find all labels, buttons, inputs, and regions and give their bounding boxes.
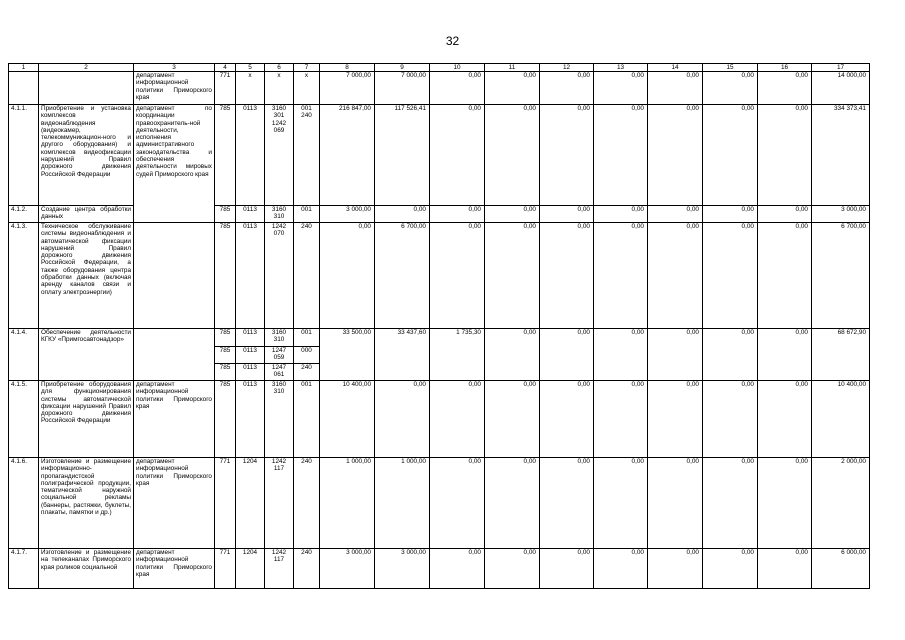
value-cell: 1 000,00 bbox=[320, 458, 375, 549]
value-cell: 0,00 bbox=[430, 72, 485, 105]
value-cell: 0,00 bbox=[430, 206, 485, 223]
header-cell: 10 bbox=[430, 64, 485, 72]
value-cell: 3 000,00 bbox=[320, 549, 375, 589]
item-number-cell: 4.1.4. bbox=[9, 329, 39, 381]
total-cell: 6 700,00 bbox=[812, 223, 870, 329]
header-cell: 14 bbox=[648, 64, 703, 72]
vr-cell: 240 bbox=[294, 549, 320, 589]
header-cell: 1 bbox=[9, 64, 39, 72]
csr-cell: 3160 310 bbox=[265, 381, 294, 458]
grbs-cell: 785 bbox=[215, 105, 236, 206]
total-cell: 3 000,00 bbox=[812, 206, 870, 223]
value-cell: 0,00 bbox=[648, 381, 703, 458]
csr-cell: 3160 310 bbox=[265, 206, 294, 223]
responsible-cell: департамент информационной политики Приморского края bbox=[134, 72, 215, 105]
value-cell: 0,00 bbox=[485, 549, 540, 589]
value-cell: 1 000,00 bbox=[375, 458, 430, 549]
value-cell: 1 735,30 bbox=[430, 329, 485, 381]
csr-cell: 3160 301 1242 069 bbox=[265, 105, 294, 206]
value-cell: 0,00 bbox=[594, 458, 648, 549]
value-cell: 0,00 bbox=[430, 549, 485, 589]
header-cell: 3 bbox=[134, 64, 215, 72]
responsible-cell: департамент информационной политики Приморского края bbox=[134, 549, 215, 589]
value-cell: 0,00 bbox=[758, 105, 812, 206]
value-cell: 0,00 bbox=[703, 206, 758, 223]
total-cell: 68 672,90 bbox=[812, 329, 870, 381]
item-name-cell: Обеспечение деятельности КГКУ «Примгосавтонадзор» bbox=[39, 329, 134, 381]
value-cell: 0,00 bbox=[594, 381, 648, 458]
csr-cell: 1242 070 bbox=[265, 223, 294, 329]
value-cell: 0,00 bbox=[703, 329, 758, 381]
value-cell: 7 000,00 bbox=[320, 72, 375, 105]
value-cell: 0,00 bbox=[375, 381, 430, 458]
value-cell: 0,00 bbox=[594, 549, 648, 589]
item-number-cell: 4.1.6. bbox=[9, 458, 39, 549]
grbs-cell: 771 bbox=[215, 458, 236, 549]
value-cell: 0,00 bbox=[485, 223, 540, 329]
vr-cell: 240 bbox=[294, 223, 320, 329]
header-cell: 2 bbox=[39, 64, 134, 72]
value-cell: 0,00 bbox=[648, 72, 703, 105]
rz-cell: 0113 bbox=[236, 329, 265, 347]
value-cell: 33 500,00 bbox=[320, 329, 375, 381]
rz-cell: 0113 bbox=[236, 105, 265, 206]
value-cell: 0,00 bbox=[540, 223, 594, 329]
value-cell: 0,00 bbox=[540, 381, 594, 458]
item-name-cell: Создание центра обработки данных bbox=[39, 206, 134, 223]
header-cell: 16 bbox=[758, 64, 812, 72]
value-cell: 0,00 bbox=[485, 206, 540, 223]
value-cell: 0,00 bbox=[758, 549, 812, 589]
total-cell: 6 000,00 bbox=[812, 549, 870, 589]
header-cell: 12 bbox=[540, 64, 594, 72]
value-cell: 0,00 bbox=[703, 72, 758, 105]
csr-cell: 1247 061 bbox=[265, 364, 294, 381]
value-cell: 0,00 bbox=[703, 105, 758, 206]
value-cell: 3 000,00 bbox=[320, 206, 375, 223]
item-name-cell: Техническое обслуживание системы видеонаблюдения и автоматической фиксации нарушений Правил дорожного движения Российской Федерации, а также оборудования центра обработки данных (включая аренду каналов связи и оплату электроэнергии) bbox=[39, 223, 134, 329]
header-cell: 9 bbox=[375, 64, 430, 72]
vr-cell: 240 bbox=[294, 458, 320, 549]
value-cell: 33 437,60 bbox=[375, 329, 430, 381]
value-cell: 0,00 bbox=[648, 549, 703, 589]
item-name-cell: Приобретение и установка комплексов видеонаблюдения (видеокамер, телекоммуникацион-ного и другого оборудования) и комплексов видеофиксации нарушений Правил дорожного движения Российской Федерации bbox=[39, 105, 134, 206]
value-cell: 0,00 bbox=[540, 329, 594, 381]
vr-cell: 001 240 bbox=[294, 105, 320, 206]
rz-cell: 1204 bbox=[236, 549, 265, 589]
table-row bbox=[9, 549, 870, 589]
value-cell: 7 000,00 bbox=[375, 72, 430, 105]
vr-cell: 001 bbox=[294, 381, 320, 458]
item-name-cell: Приобретение оборудования для функционирования системы автоматической фиксации нарушений Правил дорожного движения Российской Федерации bbox=[39, 381, 134, 458]
responsible-cell: департамент по координации правоохранитель-ной деятельности, исполнения административного законодательства и обеспечения деятельности мировых судей Приморского края bbox=[134, 105, 215, 223]
table-row bbox=[9, 105, 870, 206]
csr-cell: 1242 117 bbox=[265, 549, 294, 589]
value-cell: 0,00 bbox=[485, 381, 540, 458]
rz-cell: 0113 bbox=[236, 381, 265, 458]
vr-cell: х bbox=[294, 72, 320, 105]
header-cell: 4 bbox=[215, 64, 236, 72]
grbs-cell: 771 bbox=[215, 549, 236, 589]
value-cell: 0,00 bbox=[594, 72, 648, 105]
value-cell: 0,00 bbox=[540, 549, 594, 589]
header-row bbox=[9, 64, 870, 72]
value-cell: 0,00 bbox=[758, 329, 812, 381]
item-name-cell: Изготовление и размещение на телеканалах Приморского края роликов социальной bbox=[39, 549, 134, 589]
value-cell: 0,00 bbox=[703, 223, 758, 329]
header-cell: 7 bbox=[294, 64, 320, 72]
table-row bbox=[9, 223, 870, 329]
table-row bbox=[9, 381, 870, 458]
value-cell: 0,00 bbox=[758, 381, 812, 458]
value-cell: 0,00 bbox=[485, 458, 540, 549]
budget-table bbox=[8, 63, 870, 589]
value-cell: 216 847,00 bbox=[320, 105, 375, 206]
item-number-cell: 4.1.2. bbox=[9, 206, 39, 223]
grbs-cell: 785 bbox=[215, 364, 236, 381]
value-cell: 0,00 bbox=[648, 105, 703, 206]
value-cell: 0,00 bbox=[540, 206, 594, 223]
header-cell: 13 bbox=[594, 64, 648, 72]
vr-cell: 001 bbox=[294, 329, 320, 347]
item-number-cell: 4.1.7. bbox=[9, 549, 39, 589]
value-cell: 117 526,41 bbox=[375, 105, 430, 206]
total-cell: 10 400,00 bbox=[812, 381, 870, 458]
value-cell: 0,00 bbox=[648, 458, 703, 549]
value-cell: 0,00 bbox=[594, 206, 648, 223]
responsible-cell: департамент информационной политики Приморского края bbox=[134, 458, 215, 549]
vr-cell: 000 bbox=[294, 347, 320, 364]
header-cell: 11 bbox=[485, 64, 540, 72]
value-cell: 0,00 bbox=[648, 329, 703, 381]
total-cell: 2 000,00 bbox=[812, 458, 870, 549]
header-cell: 15 bbox=[703, 64, 758, 72]
header-cell: 5 bbox=[236, 64, 265, 72]
grbs-cell: 785 bbox=[215, 206, 236, 223]
value-cell: 0,00 bbox=[758, 458, 812, 549]
value-cell: 3 000,00 bbox=[375, 549, 430, 589]
responsible-cell bbox=[134, 223, 215, 329]
responsible-cell: департамент информационной политики Приморского края bbox=[134, 381, 215, 458]
value-cell: 0,00 bbox=[594, 223, 648, 329]
csr-cell: х bbox=[265, 72, 294, 105]
grbs-cell: 785 bbox=[215, 223, 236, 329]
rz-cell: 0113 bbox=[236, 206, 265, 223]
csr-cell: 3160 310 bbox=[265, 329, 294, 347]
responsible-cell bbox=[134, 329, 215, 381]
vr-cell: 001 bbox=[294, 206, 320, 223]
value-cell: 0,00 bbox=[320, 223, 375, 329]
total-cell: 334 373,41 bbox=[812, 105, 870, 206]
rz-cell: 1204 bbox=[236, 458, 265, 549]
value-cell: 0,00 bbox=[648, 206, 703, 223]
value-cell: 0,00 bbox=[540, 458, 594, 549]
item-number-cell: 4.1.3. bbox=[9, 223, 39, 329]
grbs-cell: 785 bbox=[215, 381, 236, 458]
rz-cell: 0113 bbox=[236, 364, 265, 381]
value-cell: 0,00 bbox=[430, 223, 485, 329]
item-name-cell: Изготовление и размещение информационно-пропагандистской полиграфической продукции, тематической наружной социальной рекламы (баннеры, растяжки, буклеты, плакаты, памятки и др.) bbox=[39, 458, 134, 549]
value-cell: 6 700,00 bbox=[375, 223, 430, 329]
value-cell: 0,00 bbox=[758, 223, 812, 329]
grbs-cell: 785 bbox=[215, 329, 236, 347]
vr-cell: 240 bbox=[294, 364, 320, 381]
rz-cell: 0113 bbox=[236, 223, 265, 329]
value-cell: 0,00 bbox=[758, 206, 812, 223]
csr-cell: 1242 117 bbox=[265, 458, 294, 549]
value-cell: 0,00 bbox=[430, 458, 485, 549]
page-number: 32 bbox=[445, 34, 460, 48]
header-cell: 17 bbox=[812, 64, 870, 72]
value-cell: 0,00 bbox=[648, 223, 703, 329]
header-cell: 6 bbox=[265, 64, 294, 72]
value-cell: 0,00 bbox=[430, 381, 485, 458]
value-cell: 0,00 bbox=[703, 458, 758, 549]
value-cell: 0,00 bbox=[485, 105, 540, 206]
rz-cell: х bbox=[236, 72, 265, 105]
total-cell: 14 000,00 bbox=[812, 72, 870, 105]
value-cell: 10 400,00 bbox=[320, 381, 375, 458]
item-name-cell bbox=[39, 72, 134, 105]
header-cell: 8 bbox=[320, 64, 375, 72]
value-cell: 0,00 bbox=[594, 329, 648, 381]
value-cell: 0,00 bbox=[758, 72, 812, 105]
table-row bbox=[9, 329, 870, 347]
value-cell: 0,00 bbox=[375, 206, 430, 223]
value-cell: 0,00 bbox=[594, 105, 648, 206]
value-cell: 0,00 bbox=[540, 105, 594, 206]
value-cell: 0,00 bbox=[703, 549, 758, 589]
item-number-cell: 4.1.1. bbox=[9, 105, 39, 206]
item-number-cell: 4.1.5. bbox=[9, 381, 39, 458]
table-row bbox=[9, 458, 870, 549]
value-cell: 0,00 bbox=[430, 105, 485, 206]
table-row bbox=[9, 72, 870, 105]
value-cell: 0,00 bbox=[485, 72, 540, 105]
value-cell: 0,00 bbox=[540, 72, 594, 105]
value-cell: 0,00 bbox=[703, 381, 758, 458]
grbs-cell: 771 bbox=[215, 72, 236, 105]
value-cell: 0,00 bbox=[485, 329, 540, 381]
csr-cell: 1247 059 bbox=[265, 347, 294, 364]
item-number-cell bbox=[9, 72, 39, 105]
grbs-cell: 785 bbox=[215, 347, 236, 364]
rz-cell: 0113 bbox=[236, 347, 265, 364]
